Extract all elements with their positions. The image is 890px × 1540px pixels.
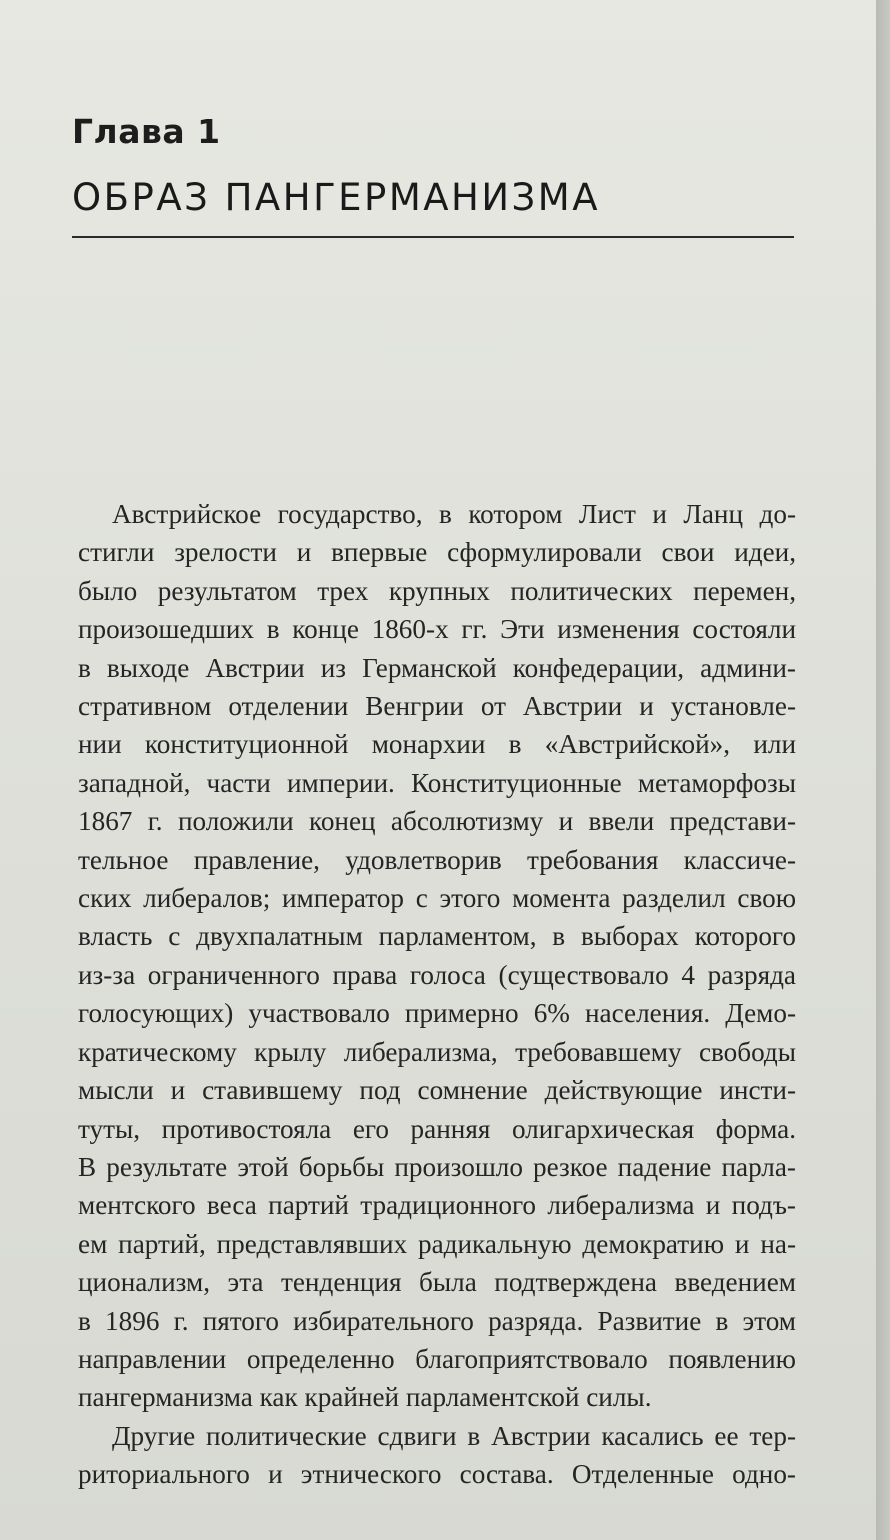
text-line: власть с двухпалатным парламентом, в выборах которого [78,921,796,952]
text-line: ских либералов; император с этого момента разделил свою [78,883,796,914]
text-line: западной, части империи. Конституционные метаморфозы [78,767,796,798]
text-line: В результате этой борьбы произошло резкое падение парла- [78,1151,796,1182]
text-line: ментского веса партий традиционного либерализма и подъ- [78,1190,796,1221]
text-line: тельное правление, удовлетворив требования классиче- [78,844,796,875]
text-line: ционализм, эта тенденция была подтверждена введением [78,1267,796,1298]
title-divider [72,236,794,238]
text-line: туты, противостояла его ранняя олигархическая форма. [78,1113,796,1144]
text-line: Другие политические сдвиги в Австрии касались ее тер- [112,1420,796,1451]
text-line: мысли и ставившему под сомнение действующие инсти- [78,1075,796,1106]
text-line: в 1896 г. пятого избирательного разряда. Развитие в этом [78,1305,796,1336]
text-line: нии конституционной монархии в «Австрийской», или [78,729,796,760]
text-line: произошедших в конце 1860-х гг. Эти изменения состояли [78,614,796,645]
text-line: из-за ограниченного права голоса (существовало 4 разряда [78,959,796,990]
text-line: стративном отделении Венгрии от Австрии и установле- [78,691,796,722]
text-line: кратическому крылу либерализма, требовавшему свободы [78,1036,796,1067]
chapter-label: Глава 1 [72,112,221,151]
text-line: стигли зрелости и впервые сформулировали свои идеи, [78,537,796,568]
page-edge [876,0,890,1540]
text-line: риториального и этнического состава. Отделенные одно- [78,1459,796,1490]
text-line: направлении определенно благоприятствовало появлению [78,1343,796,1374]
paragraph-1 [44,495,796,1417]
text-line: было результатом трех крупных политических перемен, [78,575,796,606]
chapter-title: ОБРАЗ ПАНГЕРМАНИЗМА [72,176,601,219]
body-text [44,495,796,1494]
text-line: 1867 г. положили конец абсолютизму и ввели представи- [78,806,796,837]
text-line: Австрийское государство, в котором Лист и Ланц до- [112,499,796,529]
text-line: ем партий, представлявших радикальную демократию и на- [78,1228,796,1259]
text-line: голосующих) участвовало примерно 6% населения. Демо- [78,998,796,1029]
text-line: пангерманизма как крайней парламентской силы. [78,1382,652,1413]
text-line: в выходе Австрии из Германской конфедерации, админи- [78,652,796,683]
paragraph-2 [44,1417,796,1494]
